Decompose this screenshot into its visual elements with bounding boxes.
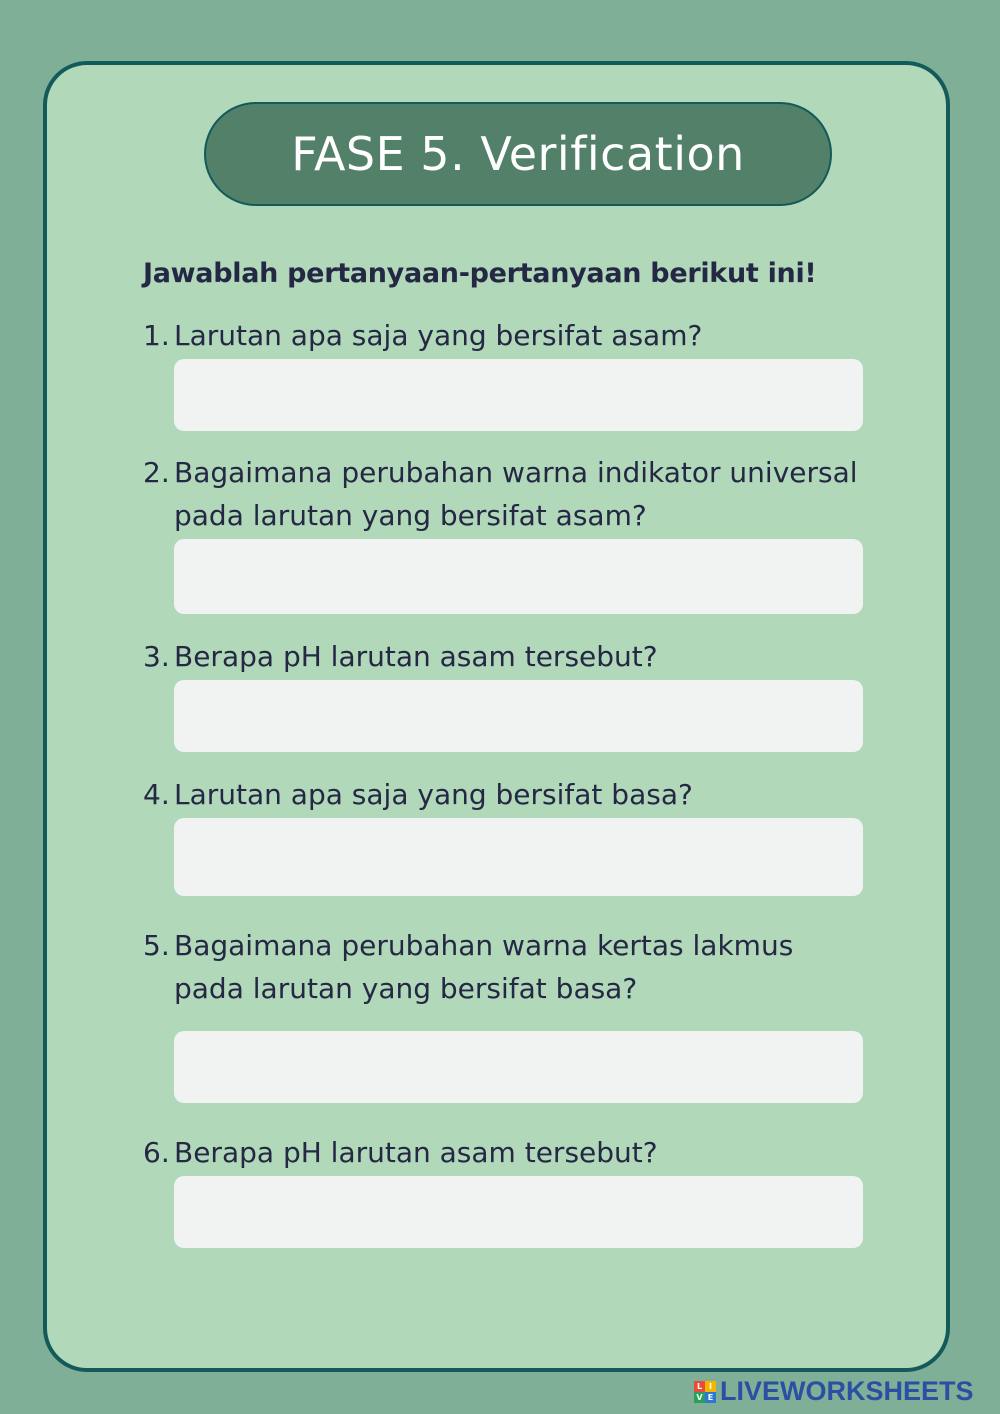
question-3 — [143, 635, 863, 678]
question-5 — [143, 924, 863, 1010]
question-text: Larutan apa saja yang bersifat asam? — [174, 319, 703, 352]
liveworksheets-wordmark: LIVEWORKSHEETS — [720, 1376, 974, 1406]
title-banner — [204, 102, 832, 206]
question-2 — [143, 451, 863, 537]
question-number: 1. — [143, 319, 170, 352]
question-1 — [143, 314, 863, 357]
question-text: Larutan apa saja yang bersifat basa? — [174, 778, 693, 811]
logo-letter: I — [705, 1381, 716, 1392]
question-text: Bagaimana perubahan warna kertas lakmus pada larutan yang bersifat basa? — [174, 929, 794, 1005]
question-number: 5. — [143, 929, 170, 962]
answer-field-4[interactable] — [174, 818, 863, 896]
question-number: 2. — [143, 456, 170, 489]
answer-field-1[interactable] — [174, 359, 863, 431]
page-title: FASE 5. Verification — [291, 127, 745, 181]
liveworksheets-logo — [694, 1376, 974, 1407]
question-4 — [143, 773, 863, 816]
worksheet-card — [43, 61, 950, 1372]
liveworksheets-icon — [694, 1381, 716, 1403]
instruction-text: Jawablah pertanyaan-pertanyaan berikut ini! — [143, 258, 817, 289]
answer-field-2[interactable] — [174, 539, 863, 614]
question-number: 4. — [143, 778, 170, 811]
question-6 — [143, 1131, 863, 1174]
logo-letter: E — [705, 1392, 716, 1403]
logo-letter: V — [694, 1392, 705, 1403]
question-text: Bagaimana perubahan warna indikator universal pada larutan yang bersifat asam? — [174, 456, 858, 532]
question-text: Berapa pH larutan asam tersebut? — [174, 1136, 658, 1169]
answer-field-5[interactable] — [174, 1031, 863, 1103]
question-number: 6. — [143, 1136, 170, 1169]
answer-field-6[interactable] — [174, 1176, 863, 1248]
question-number: 3. — [143, 640, 170, 673]
logo-letter: L — [694, 1381, 705, 1392]
question-text: Berapa pH larutan asam tersebut? — [174, 640, 658, 673]
answer-field-3[interactable] — [174, 680, 863, 752]
